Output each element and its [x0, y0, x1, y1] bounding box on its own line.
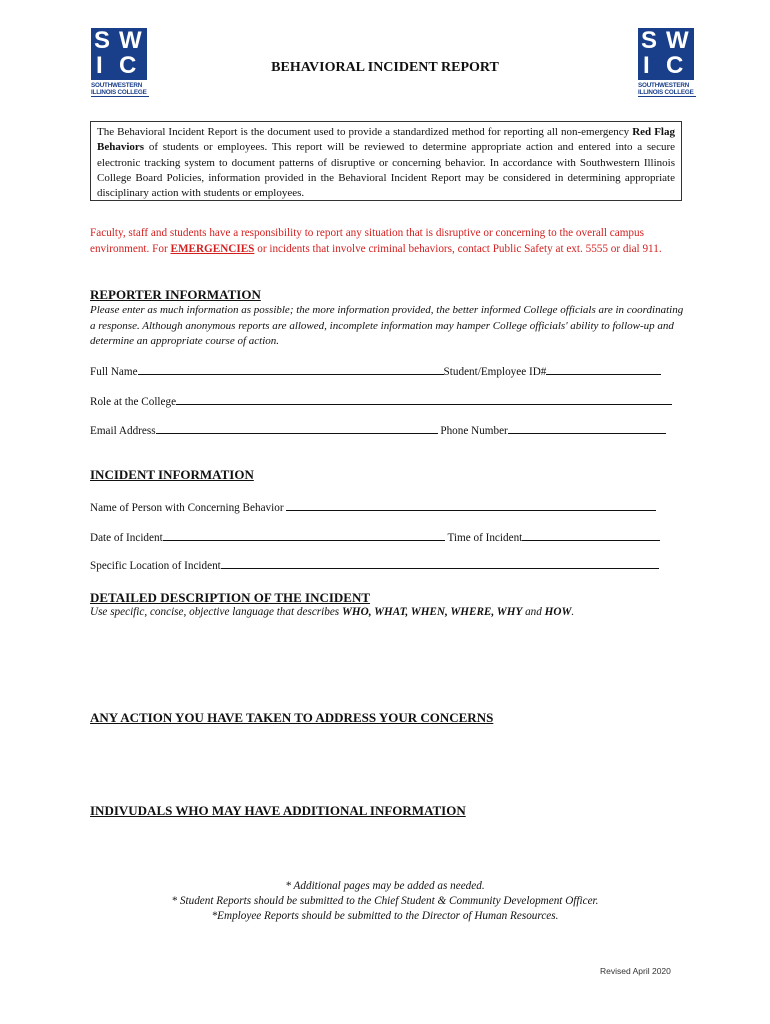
description-heading: DETAILED DESCRIPTION OF THE INCIDENT [90, 590, 371, 605]
intro-text-2: of students or employees. This report will be reviewed to determine appropriate action and entered into a secure electronic tracking system to document patterns of disruptive or concerning behavior. In accordance with Southwestern Illinois College Board Policies, information provided in the Behavioral Incident Report may be considered in determining appropriate disciplinary action with students or employees. [97, 141, 675, 200]
role-row [90, 394, 672, 408]
logo-caption-line1: SOUTHWESTERN [91, 82, 143, 89]
logo-letter-c: C [666, 52, 684, 79]
role-label: Role at the College [90, 396, 177, 408]
footer-line-1: * Additional pages may be added as needed. [285, 880, 485, 892]
date-field[interactable] [163, 530, 445, 541]
logo-letter-w: W [666, 27, 689, 54]
id-field[interactable] [546, 364, 661, 375]
description-note-bold1: WHO, WHAT, WHEN, WHERE, WHY [341, 606, 523, 618]
full-name-field[interactable] [138, 364, 444, 375]
logo-underline [91, 96, 149, 97]
description-note-and: and [522, 606, 545, 618]
logo-letter-s: S [641, 27, 658, 54]
phone-field[interactable] [508, 423, 666, 434]
email-label: Email Address [90, 425, 156, 437]
logo-letter-w: W [119, 27, 142, 54]
reporter-heading: REPORTER INFORMATION [90, 287, 261, 302]
date-label: Date of Incident [90, 532, 163, 544]
notice-text-1: Faculty, staff and students have a responsibility to report any situation that is disruptive or concerning to the overall campus environment. For [90, 227, 644, 255]
contact-row [90, 423, 666, 437]
intro-bold: Red Flag Behaviors [97, 126, 675, 154]
footer-line-3: *Employee Reports should be submitted to the Director of Human Resources. [211, 910, 559, 922]
logo-letter-i: I [643, 52, 650, 79]
emergency-notice [90, 226, 690, 257]
footer-line-2: * Student Reports should be submitted to the Chief Student & Community Development Officer. [171, 895, 599, 907]
logo-letter-c: C [119, 52, 137, 79]
description-note [90, 606, 574, 618]
page-title: BEHAVIORAL INCIDENT REPORT [271, 60, 499, 75]
logo-caption-line2: ILLINOIS COLLEGE [91, 89, 147, 96]
full-name-row [90, 364, 661, 378]
action-heading: ANY ACTION YOU HAVE TAKEN TO ADDRESS YOUR CONCERNS [90, 710, 494, 725]
description-note-text: Use specific, concise, objective language that describes [90, 606, 342, 618]
person-row [90, 500, 656, 514]
incident-heading: INCIDENT INFORMATION [90, 467, 254, 482]
person-label: Name of Person with Concerning Behavior [90, 502, 287, 514]
time-label: Time of Incident [447, 532, 523, 544]
logo-caption [91, 82, 151, 96]
time-field[interactable] [522, 530, 660, 541]
revised-date: Revised April 2020 [600, 966, 671, 976]
email-field[interactable] [156, 423, 438, 434]
id-label: Student/Employee ID# [443, 366, 547, 378]
notice-emergencies: EMERGENCIES [170, 242, 255, 255]
role-field[interactable] [176, 394, 672, 405]
individuals-heading: INDIVUDALS WHO MAY HAVE ADDITIONAL INFORMATION [90, 803, 466, 818]
reporter-note: Please enter as much information as possible; the more information provided, the better informed College officials are in coordinating a response. Although anonymous reports are allowed, incomplete information may hamper College officials' ability to follow-up and determine an appropriate course of action. [90, 304, 684, 347]
footer-notes [0, 879, 770, 924]
logo-caption-line1: SOUTHWESTERN [638, 82, 690, 89]
full-name-label: Full Name [90, 366, 138, 378]
person-field[interactable] [286, 500, 656, 511]
phone-label: Phone Number [440, 425, 508, 437]
logo-caption-line2: ILLINOIS COLLEGE [638, 89, 694, 96]
location-label: Specific Location of Incident [90, 560, 221, 572]
logo-letter-i: I [96, 52, 103, 79]
description-note-bold2: HOW [544, 606, 572, 618]
location-row [90, 558, 659, 572]
date-time-row [90, 530, 660, 544]
logo-underline [638, 96, 696, 97]
logo-letter-s: S [94, 27, 111, 54]
location-field[interactable] [221, 558, 659, 569]
description-note-end: . [571, 606, 575, 618]
intro-text-1: The Behavioral Incident Report is the document used to provide a standardized method for reporting all non-emergency [97, 126, 633, 138]
notice-text-2: or incidents that involve criminal behaviors, contact Public Safety at ext. 5555 or dial 911. [254, 242, 662, 255]
intro-box [90, 121, 682, 201]
logo-caption [638, 82, 698, 96]
